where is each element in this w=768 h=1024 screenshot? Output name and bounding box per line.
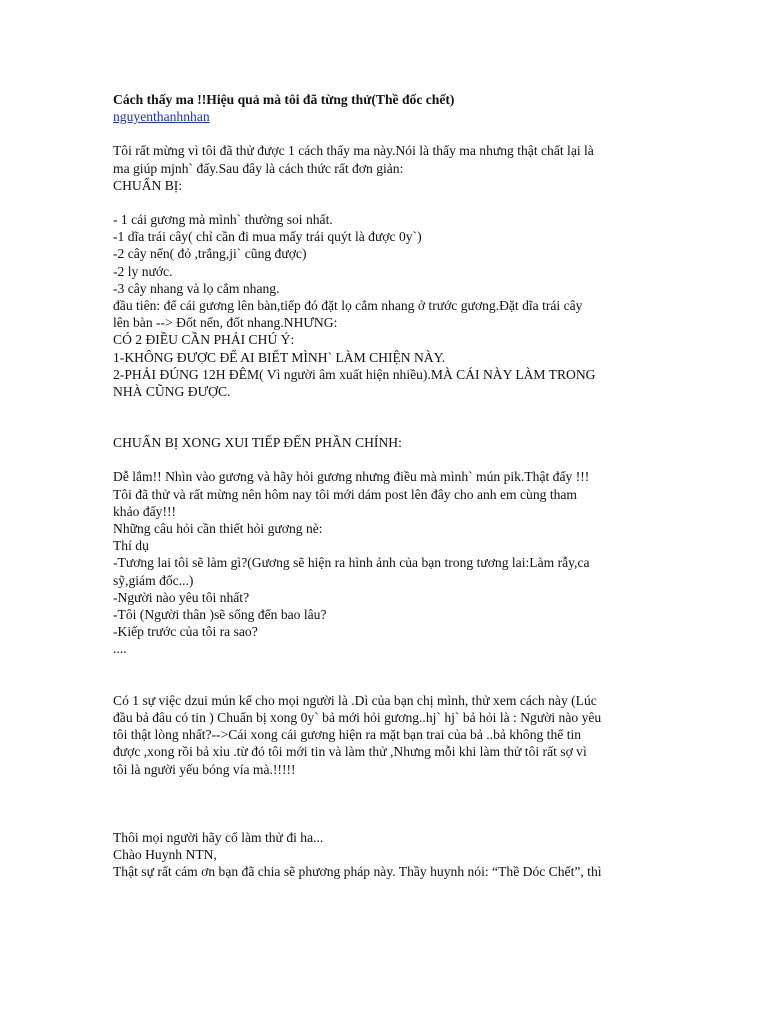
story-paragraph [113,692,668,778]
spacer [113,658,668,692]
prep-list [113,211,668,400]
prep-item: - 1 cái gương mà mình` thường soi nhất. [113,212,333,228]
closing-section [113,829,668,881]
intro-paragraph [113,142,668,194]
question-line: -Kiếp trước của tôi ra sao? [113,624,258,640]
main-line: Tôi đã thử và rất mừng nên hôm nay tôi mới dám post lên đây cho anh em cùng tham [113,486,577,502]
intro-line: ma giúp mjnh` đấy.Sau đây là cách thức rất đơn giản: [113,160,404,176]
reply-line: Thật sự rất cám ơn bạn đã chia sẽ phương pháp này. Thầy huynh nói: “Thề Dóc Chết”, thì [113,864,602,880]
story-line: tôi là người yếu bóng vía mà.!!!!! [113,761,296,777]
main-heading: CHUẨN BỊ XONG XUI TIẾP ĐẾN PHẦN CHÍNH: [113,435,402,451]
question-line: -Tôi (Người thân )sẽ sống đến bao lâu? [113,607,327,623]
spacer [113,125,668,142]
main-line: Thí dụ [113,538,149,554]
question-line: -Tương lai tôi sẽ làm gì?(Gương sẽ hiện ra hình ảnh của bạn trong tương lai:Làm rẫy,ca [113,555,590,571]
main-line: Những câu hỏi cần thiết hỏi gương nè: [113,521,323,537]
story-line: đầu bả đâu có tin ) Chuẩn bị xong 0y` bả mới hỏi gương..hj` hj` bả hỏi là : Người nào yêu [113,709,602,725]
prep-item: -1 dĩa trái cây( chỉ cần đi mua mấy trái quýt là được 0y`) [113,229,422,245]
prep-item: -2 ly nước. [113,263,173,279]
closing-line: Thôi mọi người hãy cố làm thử đi ha... [113,829,324,845]
story-line: Có 1 sự việc dzui mún kể cho mọi người là .Dì của bạn chị mình, thử xem cách này (Lúc [113,692,597,708]
instruction-line: đầu tiên: để cái gương lên bàn,tiếp đó đặt lọ cắm nhang ở trước gương.Đặt dĩa trái cây [113,298,583,314]
story-line: được ,xong rồi bả xỉu .từ đó tôi mới tin và làm thử ,Nhưng mỗi khi làm thử tôi rất sợ vì [113,744,587,760]
story-line: tôi thật lòng nhất?-->Cái xong cái gương hiện ra mặt bạn trai của bả ..bả không thể tin [113,727,582,743]
warning-line: NHÀ CŨNG ĐƯỢC. [113,384,231,400]
post-title: Cách thấy ma !!Hiệu quả mà tôi đã từng thử(Thề đốc chết) [113,92,455,107]
spacer [113,194,668,211]
question-line: -Người nào yêu tôi nhất? [113,589,250,605]
warning-line: 2-PHẢI ĐÚNG 12H ĐÊM( Vì người âm xuất hiện nhiều).MÀ CÁI NÀY LÀM TRONG [113,366,596,382]
author-link[interactable]: nguyenthanhnhan [113,109,210,125]
spacer [113,778,668,829]
prep-heading: CHUẨN BỊ: [113,177,183,193]
prep-item: -3 cây nhang và lọ cắm nhang. [113,280,280,296]
main-line: khảo đấy!!! [113,503,177,519]
question-line: sỹ,giám đốc...) [113,572,194,588]
reply-greeting: Chào Huynh NTN, [113,846,217,862]
spacer [113,400,668,434]
spacer [113,451,668,468]
document-page [113,91,668,880]
main-line: Dễ lắm!! Nhìn vào gương và hãy hỏi gương nhưng điều mà mình` mún pik.Thật đấy !!! [113,469,590,485]
instruction-line: lên bàn --> Đốt nến, đốt nhang.NHƯNG: [113,315,338,331]
warning-heading: CÓ 2 ĐIỀU CẦN PHẢI CHÚ Ý: [113,332,295,348]
main-section [113,468,668,657]
ellipsis-line: .... [113,641,127,657]
prep-item: -2 cây nến( đỏ ,trắng,ji` cũng được) [113,246,307,262]
intro-line: Tôi rất mừng vì tôi đã thử được 1 cách thấy ma này.Nói là thấy ma nhưng thật chất lại là [113,143,594,159]
warning-line: 1-KHÔNG ĐƯỢC ĐỂ AI BIẾT MÌNH` LÀM CHIỆN NÀY. [113,349,446,365]
